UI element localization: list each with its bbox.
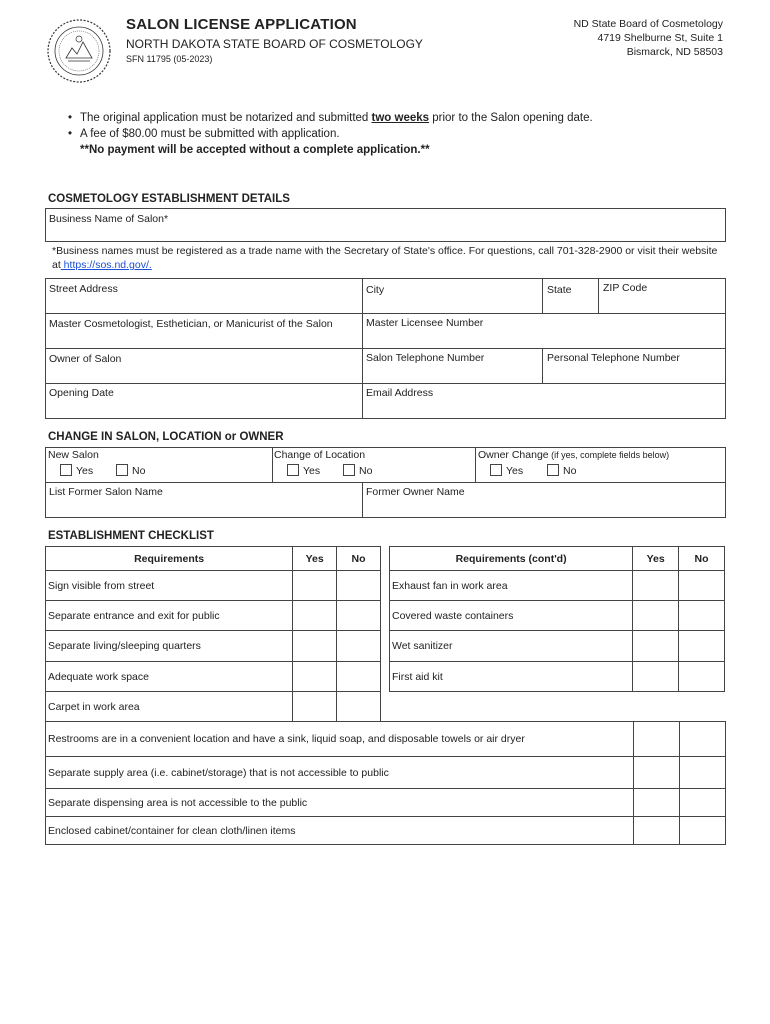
owner-change-label: Owner Change (if yes, complete fields below) — [478, 449, 670, 461]
yes-cell[interactable] — [293, 662, 337, 692]
yes-cell[interactable] — [293, 692, 337, 722]
no-cell[interactable] — [337, 571, 381, 601]
col-no: No — [679, 547, 725, 571]
yes-cell[interactable] — [634, 817, 680, 845]
table-row — [46, 631, 381, 662]
table-row — [390, 662, 725, 692]
street-label: Street Address — [49, 283, 118, 295]
no-cell[interactable] — [337, 692, 381, 722]
former-owner-label: Former Owner Name — [366, 486, 465, 498]
col-no: No — [337, 547, 381, 571]
requirement-label: Wet sanitizer — [390, 631, 633, 662]
requirement-label: Covered waste containers — [390, 601, 633, 631]
table-row — [46, 757, 726, 789]
requirement-label: Separate supply area (i.e. cabinet/storage) that is not accessible to public — [46, 757, 634, 789]
establishment-heading: COSMETOLOGY ESTABLISHMENT DETAILS — [48, 193, 290, 205]
no-cell[interactable] — [680, 722, 726, 757]
city-field[interactable] — [362, 278, 543, 314]
yes-cell[interactable] — [634, 722, 680, 757]
requirement-label: Sign visible from street — [46, 571, 293, 601]
table-row — [390, 601, 725, 631]
table-row — [46, 722, 726, 757]
table-row — [46, 662, 381, 692]
state-seal-icon — [46, 18, 112, 84]
no-cell[interactable] — [337, 631, 381, 662]
change-location-label: Change of Location — [274, 449, 366, 461]
city-label: City — [366, 284, 385, 296]
instructions — [66, 110, 593, 158]
owner-label: Owner of Salon — [49, 353, 122, 365]
table-row — [390, 631, 725, 662]
change-location-no[interactable]: No — [343, 464, 372, 477]
table-row — [390, 571, 725, 601]
form-title: SALON LICENSE APPLICATION — [126, 16, 357, 33]
no-cell[interactable] — [679, 662, 725, 692]
table-row — [46, 817, 726, 845]
checklist-table-wide — [45, 721, 726, 845]
no-cell[interactable] — [680, 757, 726, 789]
checkbox-icon[interactable] — [547, 464, 559, 476]
change-heading: CHANGE IN SALON, LOCATION or OWNER — [48, 431, 284, 443]
personal-phone-label: Personal Telephone Number — [547, 352, 680, 364]
table-row — [46, 571, 381, 601]
checklist-table-left — [45, 546, 381, 722]
master-license-label: Master Licensee Number — [366, 317, 484, 329]
no-cell[interactable] — [680, 817, 726, 845]
requirement-label: Restrooms are in a convenient location and have a sink, liquid soap, and disposable towels or air dryer — [46, 722, 634, 757]
checkbox-icon[interactable] — [116, 464, 128, 476]
instruction-fee: • A fee of $80.00 must be submitted with application. — [66, 126, 593, 142]
checkbox-icon[interactable] — [490, 464, 502, 476]
requirement-label: Separate living/sleeping quarters — [46, 631, 293, 662]
no-cell[interactable] — [679, 571, 725, 601]
col-yes: Yes — [633, 547, 679, 571]
yes-cell[interactable] — [633, 662, 679, 692]
no-cell[interactable] — [679, 631, 725, 662]
checkbox-icon[interactable] — [343, 464, 355, 476]
opening-date-label: Opening Date — [49, 387, 114, 399]
table-row — [46, 692, 381, 722]
zip-label: ZIP Code — [603, 282, 648, 294]
checkbox-icon[interactable] — [287, 464, 299, 476]
yes-cell[interactable] — [634, 789, 680, 817]
email-label: Email Address — [366, 387, 434, 399]
no-cell[interactable] — [679, 601, 725, 631]
sos-website-link[interactable]: https://sos.nd.gov/. — [60, 259, 152, 271]
checkbox-icon[interactable] — [60, 464, 72, 476]
change-location-yes[interactable]: Yes — [287, 464, 320, 477]
yes-cell[interactable] — [633, 601, 679, 631]
owner-change-no[interactable]: No — [547, 464, 576, 477]
yes-cell[interactable] — [634, 757, 680, 789]
requirement-label: First aid kit — [390, 662, 633, 692]
requirement-label: Enclosed cabinet/container for clean cloth/linen items — [46, 817, 634, 845]
no-cell[interactable] — [337, 601, 381, 631]
former-salon-label: List Former Salon Name — [49, 486, 163, 498]
new-salon-yes[interactable]: Yes — [60, 464, 93, 477]
col-yes: Yes — [293, 547, 337, 571]
no-cell[interactable] — [337, 662, 381, 692]
yes-cell[interactable] — [633, 571, 679, 601]
requirement-label: Exhaust fan in work area — [390, 571, 633, 601]
yes-cell[interactable] — [293, 631, 337, 662]
salon-phone-label: Salon Telephone Number — [366, 352, 485, 364]
agency-name: NORTH DAKOTA STATE BOARD OF COSMETOLOGY — [126, 37, 423, 51]
form-number: SFN 11795 (05-2023) — [126, 54, 213, 64]
table-row — [46, 789, 726, 817]
new-salon-no[interactable]: No — [116, 464, 145, 477]
state-label: State — [547, 284, 572, 296]
checklist-table-right — [389, 546, 725, 692]
business-name-label: Business Name of Salon* — [49, 213, 169, 225]
new-salon-label: New Salon — [48, 449, 99, 461]
address-line: Bismarck, ND 58503 — [626, 46, 723, 58]
master-label: Master Cosmetologist, Esthetician, or Manicurist of the Salon — [49, 318, 333, 330]
yes-cell[interactable] — [293, 601, 337, 631]
board-address — [574, 17, 723, 59]
requirement-label: Adequate work space — [46, 662, 293, 692]
col-requirements: Requirements — [46, 547, 293, 571]
instruction-payment: **No payment will be accepted without a complete application.** — [80, 144, 430, 156]
address-line: 4719 Shelburne St, Suite 1 — [597, 32, 723, 44]
business-name-note: *Business names must be registered as a trade name with the Secretary of State's office. For questions, call 701-328-2900 or visit their website at https://sos.nd.gov/. — [52, 245, 718, 271]
col-requirements-contd: Requirements (cont'd) — [390, 547, 633, 571]
requirement-label: Separate dispensing area is not accessible to the public — [46, 789, 634, 817]
checklist-heading: ESTABLISHMENT CHECKLIST — [48, 530, 214, 542]
address-line: ND State Board of Cosmetology — [573, 18, 723, 30]
owner-change-yes[interactable]: Yes — [490, 464, 523, 477]
table-row — [46, 601, 381, 631]
yes-cell[interactable] — [633, 631, 679, 662]
instruction-notarize: • The original application must be notarized and submitted two weeks prior to the Salon opening date. — [66, 110, 593, 126]
requirement-label: Separate entrance and exit for public — [46, 601, 293, 631]
no-cell[interactable] — [680, 789, 726, 817]
yes-cell[interactable] — [293, 571, 337, 601]
requirement-label: Carpet in work area — [46, 692, 293, 722]
